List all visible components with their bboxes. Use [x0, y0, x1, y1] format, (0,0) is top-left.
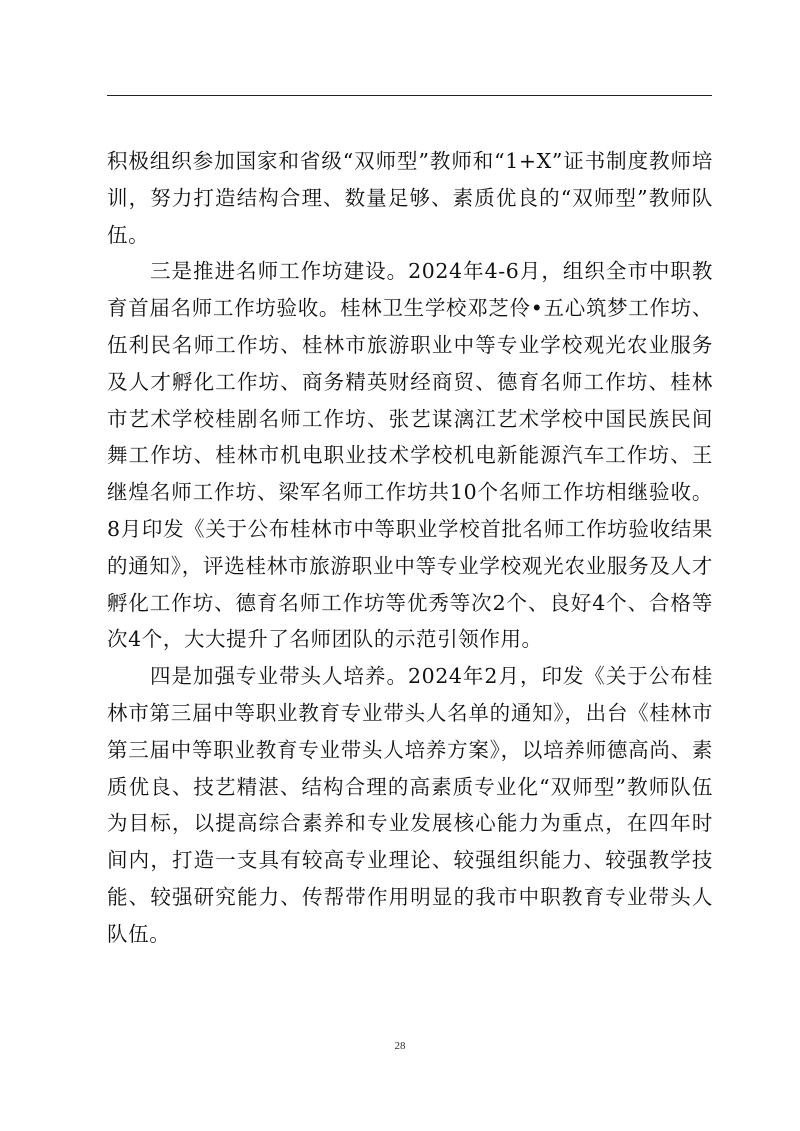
- paragraph-continuation: 积极组织参加国家和省级“双师型”教师和“1+X”证书制度教师培训，努力打造结构合理、数量足够、素质优良的“双师型”教师队伍。: [107, 149, 713, 247]
- body-text: [107, 143, 713, 953]
- header-rule: [107, 95, 712, 96]
- page-number: 28: [394, 1040, 406, 1052]
- paragraph-master-teacher-workshops: 三是推进名师工作坊建设。2024年4-6月，组织全市中职教育首届名师工作坊验收。桂林卫生学校邓芝伶•五心筑梦工作坊、伍利民名师工作坊、桂林市旅游职业中等专业学校观光农业服务及人才孵化工作坊、商务精英财经商贸、德育名师工作坊、桂林市艺术学校桂剧名师工作坊、张艺谋漓江艺术学校中国民族民间舞工作坊、桂林市机电职业技术学校机电新能源汽车工作坊、王继煌名师工作坊、梁军名师工作坊共10个名师工作坊相继验收。8月印发《关于公布桂林市中等职业学校首批名师工作坊验收结果的通知》，评选桂林市旅游职业中等专业学校观光农业服务及人才孵化工作坊、德育名师工作坊等优秀等次2个、良好4个、合格等次4个，大大提升了名师团队的示范引领作用。: [107, 259, 713, 652]
- paragraph-subject-leaders: 四是加强专业带头人培养。2024年2月，印发《关于公布桂林市第三届中等职业教育专业带头人名单的通知》，出台《桂林市第三届中等职业教育专业带头人培养方案》，以培养师德高尚、素质优良、技艺精湛、结构合理的高素质专业化“双师型”教师队伍为目标，以提高综合素养和专业发展核心能力为重点，在四年时间内，打造一支具有较高专业理论、较强组织能力、较强教学技能、较强研究能力、传帮带作用明显的我市中职教育专业带头人队伍。: [107, 664, 713, 946]
